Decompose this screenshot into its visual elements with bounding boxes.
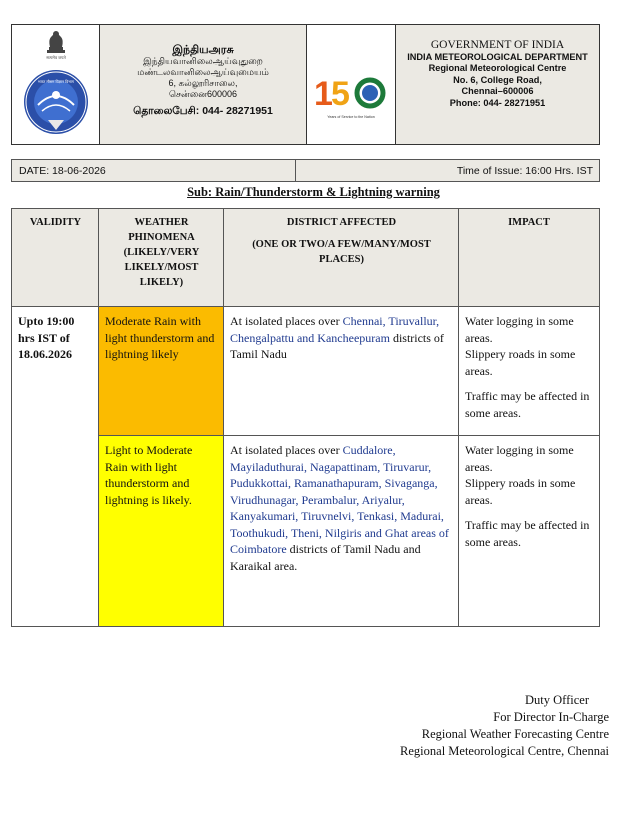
row2-phenomena: Light to Moderate Rain with light thunderstorm and lightning is likely. (99, 436, 223, 626)
phone-number: Phone: 044- 28271951 (449, 97, 546, 108)
header-district (224, 209, 459, 306)
digit-1: 1 (314, 75, 333, 113)
table-header (12, 209, 599, 307)
tamil-road: 6, கல்லூரிசாலை, (168, 78, 238, 88)
row1-impact-3: Traffic may be affected in some areas. (465, 389, 590, 420)
signature-block (400, 692, 609, 760)
anniversary-logo-cell (307, 25, 396, 144)
globe-icon (357, 80, 383, 106)
emblem-motto: सत्यमेव जयते (46, 55, 66, 60)
tamil-centre: மண்டலவானிலைஆய்வுமையம் (137, 67, 269, 77)
street-address: No. 6, College Road, (453, 74, 542, 85)
tamil-phone: தொலைபேசி: 044- 28271951 (133, 105, 273, 117)
row1-districts (224, 307, 458, 369)
row1-district-suffix: districts of Tamil Nadu (230, 330, 444, 361)
date-bar (11, 159, 600, 182)
issue-time: Time of Issue: 16:00 Hrs. IST (456, 165, 593, 177)
tamil-address-cell (100, 25, 307, 144)
row1-impact (459, 307, 599, 427)
warning-table (11, 208, 600, 627)
validity-cell: Upto 19:00 hrs IST of 18.06.2026 (18, 314, 75, 361)
govt-of-india: GOVERNMENT OF INDIA (430, 39, 565, 51)
row2-impact-2: Slippery roads in some areas. (465, 476, 576, 507)
row2-districts (224, 436, 458, 580)
row2-district-prefix: At isolated places over (230, 443, 343, 457)
header-district-1: DISTRICT AFFECTED (286, 217, 397, 228)
emblem-and-imd-logo (12, 25, 100, 145)
issue-date: DATE: 18-06-2026 (12, 160, 296, 181)
header-validity (12, 209, 99, 306)
city-address: Chennai–600006 (461, 86, 534, 96)
row1-district-list: Chennai, Tiruvallur, Chengalpattu and Kancheepuram (230, 314, 440, 345)
tamil-govt: இந்தியஅரசு (172, 44, 234, 56)
anniversary-tagline: Years of Service to the Nation (327, 115, 375, 119)
digit-5: 5 (331, 75, 350, 113)
row2-district-suffix: districts of Tamil Nadu and Karaikal area. (230, 542, 421, 573)
subject-line: Sub: Rain/Thunderstorm & Lightning warning (187, 185, 440, 199)
logo-cell (12, 25, 100, 144)
row1-impact-1: Water logging in some areas. (465, 314, 574, 345)
row1-impact-2: Slippery roads in some areas. (465, 347, 576, 378)
sig-duty-officer: Duty Officer (525, 693, 589, 707)
header-phenomena-2: PHINOMENA (128, 232, 195, 243)
row2-impact (459, 436, 599, 556)
row2-impact-3: Traffic may be affected in some areas. (465, 518, 590, 549)
header-phenomena-5: LIKELY) (139, 277, 184, 288)
header-impact (459, 209, 599, 306)
header-district-3: PLACES) (319, 254, 364, 265)
header-district-2: (ONE OR TWO/A FEW/MANY/MOST (252, 239, 431, 250)
tamil-city: சென்னை600006 (169, 89, 237, 99)
imd-name: INDIA METEOROLOGICAL DEPARTMENT (407, 51, 588, 62)
row2-impact-1: Water logging in some areas. (465, 443, 574, 474)
english-address-cell (396, 25, 599, 144)
header-phenomena-1: WEATHER (134, 217, 189, 228)
row1-district-prefix: At isolated places over (230, 314, 343, 328)
header-validity-text: VALIDITY (29, 217, 82, 228)
national-emblem-icon (47, 31, 65, 53)
imd-logo-text: भारत मौसम विज्ञान विभाग (37, 80, 75, 84)
letterhead (11, 24, 600, 145)
header-phenomena-3: (LIKELY/VERY (123, 247, 200, 258)
sig-rwfc: Regional Weather Forecasting Centre (421, 727, 609, 741)
header-phenomena (99, 209, 224, 306)
header-impact-text: IMPACT (508, 217, 550, 228)
tamil-dept: இந்தியவானிலைஆய்வுதுறை (143, 56, 263, 66)
150-years-logo (307, 25, 396, 145)
row1-phenomena: Moderate Rain with light thunderstorm and lightning likely (99, 307, 223, 435)
sig-director: For Director In-Charge (493, 710, 609, 724)
sig-rmc: Regional Meteorological Centre, Chennai (400, 744, 609, 758)
header-phenomena-4: LIKELY/MOST (124, 262, 199, 273)
regional-centre: Regional Meteorological Centre (428, 63, 567, 73)
row2-district-list: Cuddalore, Mayiladuthurai, Nagapattinam, Tiruvarur, Pudukkottai, Ramanathapuram, Sivaganga, Virudhunagar, Perambalur, Ariyalur, Kanyakumari, Tiruvnelvi, Tenkasi, Madurai, Toothukudi, Theni, Nilgiris and Ghat areas of Coimbatore (230, 443, 449, 556)
